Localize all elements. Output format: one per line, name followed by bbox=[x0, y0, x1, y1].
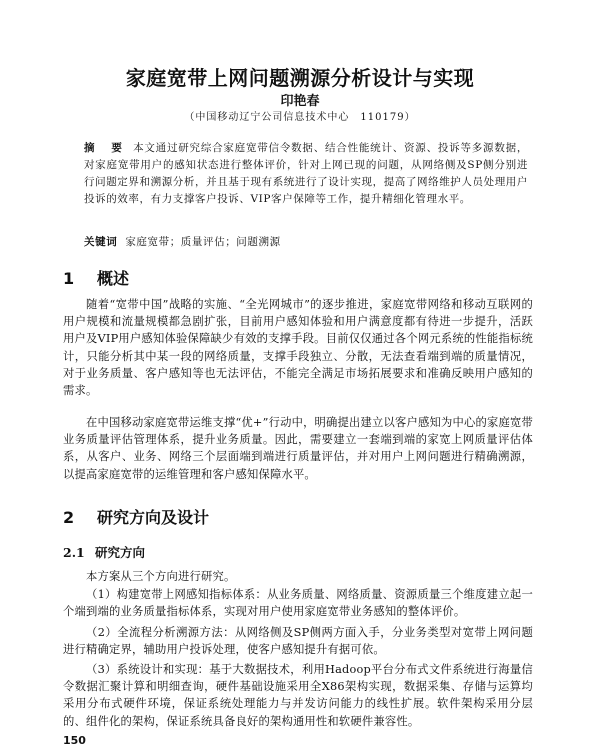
section-heading-1 bbox=[63, 266, 129, 289]
section-number: 2 bbox=[63, 508, 75, 527]
section-title: 概述 bbox=[97, 269, 130, 288]
section-title: 研究方向及设计 bbox=[97, 508, 210, 527]
keywords-text: 家庭宽带；质量评估；问题溯源 bbox=[125, 236, 281, 248]
article-author: 印艳春 bbox=[280, 94, 320, 109]
subsection-heading bbox=[63, 543, 145, 561]
subsection-number: 2.1 bbox=[63, 545, 85, 560]
abstract bbox=[84, 140, 528, 208]
paragraph: （3）系统设计和实现：基于大数据技术，利用Hadoop平台分布式文件系统进行海量信令数据汇聚计算和明细查询，硬件基础设施采用全X86架构实现，数据采集、存储与运算均采用分布式硬件环境，保证系统处理能力与并发访问能力的线性扩展。软件架构采用分层的、组件化的架构，保证系统具备良好的架构通用性和软硬件兼容性。 bbox=[63, 663, 533, 728]
abstract-label: 摘 要 bbox=[84, 142, 126, 154]
page-number: 150 bbox=[63, 734, 86, 747]
section-number: 1 bbox=[63, 269, 75, 288]
abstract-text: 本文通过研究综合家庭宽带信令数据、结合性能统计、资源、投诉等多源数据，对家庭宽带用户的感知状态进行整体评价，针对上网已现的问题，从网络侧及SP侧分别进行问题定界和溯源分析，并且基于现有系统进行了设计实现，提高了网络维护人员处理用户投诉的效率，有力支撑客户投诉、VIP客户保障等工作，提升精细化管理水平。 bbox=[84, 142, 529, 205]
section-heading-2 bbox=[63, 505, 209, 528]
paragraph: 在中国移动家庭宽带运维支撑“优+”行动中，明确提出建立以客户感知为中心的家庭宽带业务质量评估管理体系，提升业务质量。因此，需要建立一套端到端的家宽上网质量评估体系，从客户、业务、网络三个层面端到端进行质量评估，并对用户上网问题进行精确溯源，以提高家庭宽带的运维管理和客户感知保障水平。 bbox=[63, 416, 534, 481]
author-affiliation: （中国移动辽宁公司信息技术中心 110179） bbox=[184, 112, 416, 123]
keywords bbox=[84, 234, 528, 249]
paragraph: （1）构建宽带上网感知指标体系：从业务质量、网络质量、资源质量三个维度建立起一个端到端的业务质量指标体系，实现对用户使用家庭宽带业务感知的整体评价。 bbox=[63, 588, 533, 619]
paragraph: 本方案从三个方向进行研究。 bbox=[86, 570, 236, 583]
subsection-title: 研究方向 bbox=[95, 545, 146, 560]
keywords-label: 关键词 bbox=[84, 236, 118, 248]
article-title: 家庭宽带上网问题溯源分析设计与实现 bbox=[125, 66, 475, 90]
paragraph: 随着“宽带中国”战略的实施、“全光网城市”的逐步推进，家庭宽带网络和移动互联网的用户规模和流量规模都急剧扩张，目前用户感知体验和用户满意度都有待进一步提升，活跃用户及VIP用户感知体验保障缺少有效的支撑手段。目前仅仅通过各个网元系统的性能指标统计，只能分析其中某一段的网络质量，支撑手段独立、分散，无法查看端到端的质量情况，对于业务质量、客户感知等也无法评估，不能完全满足市场拓展要求和准确反映用户感知的需求。 bbox=[63, 298, 533, 398]
paragraph: （2）全流程分析溯源方法：从网络侧及SP侧两方面入手，分业务类型对宽带上网问题进行精确定界，辅助用户投诉处理，使客户感知提升有据可依。 bbox=[63, 626, 533, 657]
